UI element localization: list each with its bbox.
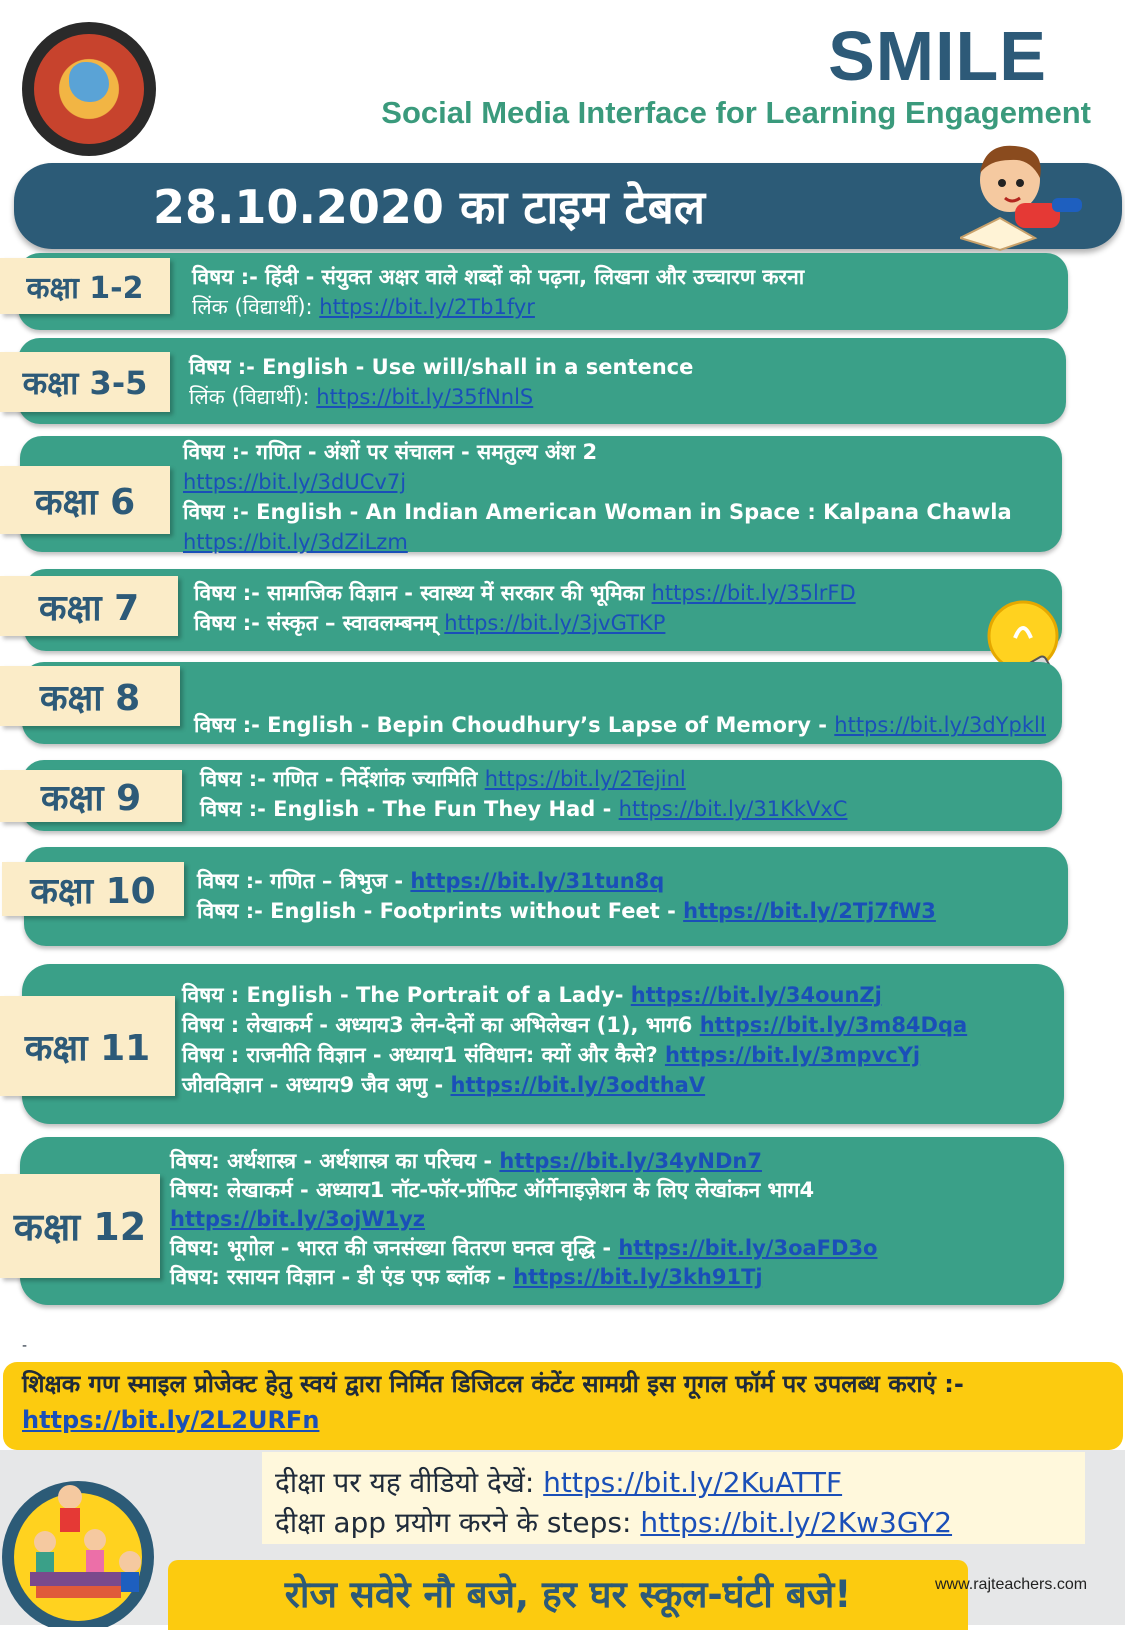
banner-title: 28.10.2020 का टाइम टेबल xyxy=(152,180,706,234)
subject-line: लिंक (विद्यार्थी): https://bit.ly/2Tb1fyr xyxy=(192,295,535,319)
student-link[interactable]: https://bit.ly/2Tb1fyr xyxy=(319,295,535,319)
subject-line: विषय :- English - Use will/shall in a sentence xyxy=(189,355,694,379)
student-link[interactable]: https://bit.ly/35fNnlS xyxy=(316,385,534,409)
class-8-subjects xyxy=(194,710,1046,740)
subject-link[interactable]: https://bit.ly/3ojW1yz xyxy=(170,1207,426,1231)
subject-line: जीवविज्ञान - अध्याय9 जैव अणु - https://bit.ly/3odthaV xyxy=(182,1073,706,1097)
class-7-subjects xyxy=(194,578,856,638)
class-11-subjects xyxy=(182,980,967,1100)
class-1-2-subjects xyxy=(192,262,804,322)
diksha-video-link[interactable]: https://bit.ly/2KuATTF xyxy=(543,1466,843,1499)
subject-link[interactable]: https://bit.ly/3dZiLzm xyxy=(183,530,408,554)
reading-boy-icon xyxy=(960,138,1090,253)
diksha-steps-link[interactable]: https://bit.ly/2Kw3GY2 xyxy=(640,1506,953,1539)
class-6-subjects xyxy=(183,437,1012,557)
subject-line: विषय: लेखाकर्म - अध्याय1 नॉट-फॉर-प्रॉफिट ऑर्गेनाइज़ेशन के लिए लेखांकन भाग4 xyxy=(170,1178,815,1202)
class-3-5-label: कक्षा 3-5 xyxy=(0,352,170,412)
subject-link[interactable]: https://bit.ly/34yNDn7 xyxy=(499,1149,762,1173)
class-6-label: कक्षा 6 xyxy=(0,466,170,534)
subject-line: विषय :- गणित - निर्देशांक ज्यामिति https://bit.ly/2Tejinl xyxy=(200,767,686,791)
subject-line: विषय :- सामाजिक विज्ञान - स्वास्थ्य में सरकार की भूमिका https://bit.ly/35lrFD xyxy=(194,581,856,605)
subject-link[interactable]: https://bit.ly/3kh91Tj xyxy=(513,1265,763,1289)
subject-link[interactable]: https://bit.ly/3jvGTKP xyxy=(444,611,666,635)
class-8-label: कक्षा 8 xyxy=(0,666,180,726)
rajasthan-logo xyxy=(22,22,156,156)
class-3-5-subjects xyxy=(189,352,693,412)
subject-line: विषय :- English - An Indian American Woman in Space : Kalpana Chawla xyxy=(183,500,1012,524)
diksha-info xyxy=(275,1463,952,1543)
slogan: रोज सवेरे नौ बजे, हर घर स्कूल-घंटी बजे! xyxy=(284,1573,852,1616)
subject-link[interactable]: https://bit.ly/3mpvcYj xyxy=(664,1043,921,1067)
smile-title: SMILE xyxy=(828,17,1047,95)
class-7-label: कक्षा 7 xyxy=(0,576,178,636)
class-11-label: कक्षा 11 xyxy=(0,996,175,1096)
smile-subtitle: Social Media Interface for Learning Engagement xyxy=(381,95,1091,130)
class-10-label: कक्षा 10 xyxy=(2,862,184,916)
subject-link[interactable]: https://bit.ly/3odthaV xyxy=(450,1073,706,1097)
subject-line: विषय : English - The Portrait of a Lady- https://bit.ly/34ounZj xyxy=(182,983,882,1007)
subject-line: विषय :- English - Footprints without Feet - https://bit.ly/2Tj7fW3 xyxy=(197,899,936,923)
subject-link[interactable]: https://bit.ly/3oaFD3o xyxy=(618,1236,878,1260)
subject-link[interactable]: https://bit.ly/31KkVxC xyxy=(618,797,848,821)
subject-link[interactable]: https://bit.ly/35lrFD xyxy=(651,581,856,605)
subject-line: विषय :- गणित - अंशों पर संचालन - समतुल्य अंश 2 xyxy=(183,440,598,464)
subject-line: विषय :- English - Bepin Choudhury’s Lapse of Memory - https://bit.ly/3dYpklI xyxy=(194,713,1047,737)
subject-line: विषय :- संस्कृत – स्वावलम्बनम् https://bit.ly/3jvGTKP xyxy=(194,611,666,635)
subject-link[interactable]: https://bit.ly/3dUCv7j xyxy=(183,470,407,494)
subject-line: विषय: अर्थशास्त्र - अर्थशास्त्र का परिचय - https://bit.ly/34yNDn7 xyxy=(170,1149,762,1173)
subject-line: विषय :- गणित – त्रिभुज - https://bit.ly/31tun8q xyxy=(197,869,665,893)
subject-link[interactable]: https://bit.ly/34ounZj xyxy=(630,983,882,1007)
class-1-2-label: कक्षा 1-2 xyxy=(0,258,170,314)
subject-line xyxy=(170,1205,878,1234)
teacher-notice: शिक्षक गण स्माइल प्रोजेक्ट हेतु स्वयं द्वारा निर्मित डिजिटल कंटेंट सामग्री इस गूगल फॉर्म पर उपलब्ध कराएं :- https://bit.ly/2L2URFn xyxy=(22,1370,964,1434)
diksha-video-line: दीक्षा पर यह वीडियो देखें: https://bit.ly/2KuATTF xyxy=(275,1466,843,1499)
class-12-subjects xyxy=(170,1147,878,1292)
diksha-steps-line: दीक्षा app प्रयोग करने के steps: https://bit.ly/2Kw3GY2 xyxy=(275,1506,953,1539)
kids-reading-icon xyxy=(0,1462,160,1627)
subject-line: विषय : राजनीति विज्ञान - अध्याय1 संविधान: क्यों और कैसे? https://bit.ly/3mpvcYj xyxy=(182,1043,921,1067)
subject-line: लिंक (विद्यार्थी): https://bit.ly/35fNnlS xyxy=(189,385,534,409)
subject-link[interactable]: https://bit.ly/2Tejinl xyxy=(484,767,686,791)
subject-line xyxy=(183,467,1012,497)
subject-line: विषय :- English - The Fun They Had - https://bit.ly/31KkVxC xyxy=(200,797,848,821)
subject-line: विषय :- हिंदी - संयुक्त अक्षर वाले शब्दों को पढ़ना, लिखना और उच्चारण करना xyxy=(192,265,805,289)
map-icon xyxy=(69,62,109,102)
stray-dash: - xyxy=(22,1338,28,1354)
subject-link[interactable]: https://bit.ly/3m84Dqa xyxy=(699,1013,968,1037)
subject-line: विषय: रसायन विज्ञान - डी एंड एफ ब्लॉक - https://bit.ly/3kh91Tj xyxy=(170,1265,763,1289)
subject-line xyxy=(183,527,1012,557)
class-9-label: कक्षा 9 xyxy=(0,770,182,822)
website-credit: www.rajteachers.com xyxy=(935,1576,1088,1593)
subject-line: विषय: भूगोल - भारत की जनसंख्या वितरण घनत्व वृद्धि - https://bit.ly/3oaFD3o xyxy=(170,1236,878,1260)
subject-link[interactable]: https://bit.ly/2Tj7fW3 xyxy=(683,899,936,923)
subject-line: विषय : लेखाकर्म - अध्याय3 लेन-देनों का अभिलेखन (1), भाग6 https://bit.ly/3m84Dqa xyxy=(182,1013,968,1037)
class-12-label: कक्षा 12 xyxy=(0,1174,160,1278)
class-9-subjects xyxy=(200,764,847,824)
subject-link[interactable]: https://bit.ly/3dYpklI xyxy=(834,713,1047,737)
class-10-subjects xyxy=(197,866,936,926)
google-form-link[interactable]: https://bit.ly/2L2URFn xyxy=(22,1406,320,1434)
subject-link[interactable]: https://bit.ly/31tun8q xyxy=(410,869,665,893)
